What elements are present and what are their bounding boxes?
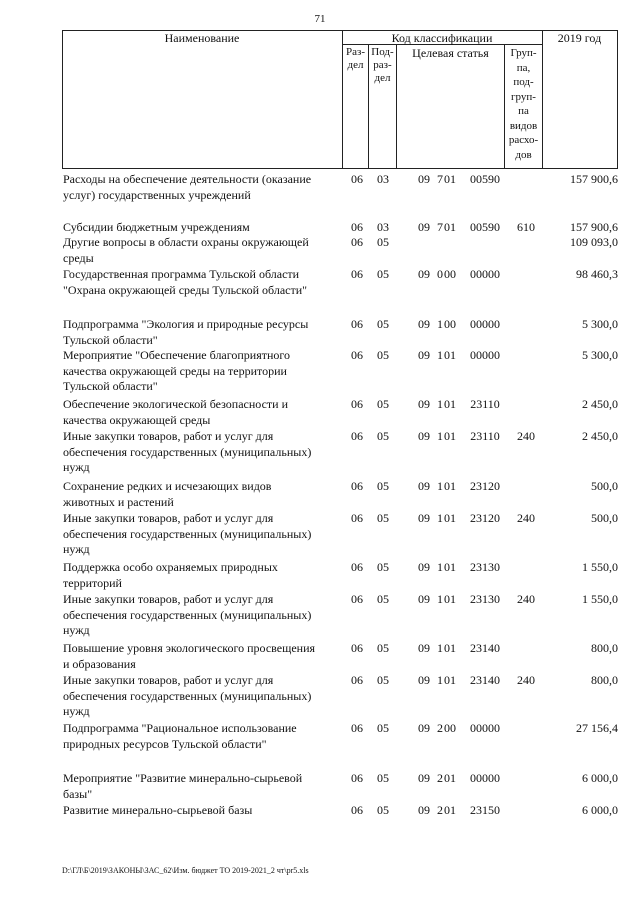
table-row [0, 641, 640, 671]
row-amount: 1 550,0 [582, 560, 618, 574]
row-subsection: 05 [377, 803, 389, 817]
row-activity: 01 [444, 220, 456, 234]
header-section: Раз- дел [345, 46, 365, 71]
row-direction: 00590 [470, 172, 500, 186]
row-name: Мероприятие "Обеспечение благоприятного качества окружающей среды на территории Тульской области" [63, 348, 291, 393]
table-row [0, 397, 640, 427]
row-amount: 2 450,0 [582, 397, 618, 411]
row-name: Обеспечение экологической безопасности и качества окружающей среды [63, 397, 289, 427]
row-direction: 00590 [470, 220, 500, 234]
row-amount: 6 000,0 [582, 803, 618, 817]
row-name: Иные закупки товаров, работ и услуг для обеспечения государственных (муниципальных) нужд [63, 592, 312, 637]
row-program: 09 [418, 511, 430, 525]
header-group: Груп- па, под- груп- па видов расхо- дов [508, 47, 539, 161]
row-amount: 109 093,0 [570, 235, 618, 249]
row-program: 09 [418, 673, 430, 687]
row-amount: 800,0 [591, 641, 618, 655]
row-direction: 23130 [470, 592, 500, 606]
row-amount: 2 450,0 [582, 429, 618, 443]
row-subprogram: 1 [437, 592, 443, 606]
row-section: 06 [351, 511, 363, 525]
row-subsection: 05 [377, 511, 389, 525]
row-direction: 23120 [470, 479, 500, 493]
row-name: Сохранение редких и исчезающих видов животных и растений [63, 479, 272, 509]
row-section: 06 [351, 641, 363, 655]
table-row [0, 235, 640, 265]
row-subprogram: 1 [437, 641, 443, 655]
table-row [0, 803, 640, 819]
row-activity: 00 [444, 267, 456, 281]
row-group: 610 [517, 220, 535, 234]
row-section: 06 [351, 397, 363, 411]
table-row [0, 317, 640, 347]
row-direction: 23140 [470, 673, 500, 687]
row-name: Расходы на обеспечение деятельности (оказание услуг) государственных учреждений [63, 172, 312, 202]
row-direction: 00000 [470, 317, 500, 331]
table-row [0, 771, 640, 801]
row-direction: 23150 [470, 803, 500, 817]
row-subsection: 05 [377, 641, 389, 655]
row-section: 06 [351, 267, 363, 281]
row-subsection: 05 [377, 560, 389, 574]
row-activity: 01 [444, 560, 456, 574]
row-name: Другие вопросы в области охраны окружающей среды [63, 235, 309, 265]
row-section: 06 [351, 348, 363, 362]
row-activity: 01 [444, 592, 456, 606]
row-program: 09 [418, 317, 430, 331]
row-subsection: 05 [377, 235, 389, 249]
row-subprogram: 1 [437, 348, 443, 362]
row-subsection: 05 [377, 397, 389, 411]
row-subprogram: 2 [437, 721, 443, 735]
row-name: Иные закупки товаров, работ и услуг для обеспечения государственных (муниципальных) нужд [63, 673, 312, 718]
row-subsection: 03 [377, 172, 389, 186]
table-row [0, 172, 640, 202]
table-row [0, 267, 640, 297]
row-amount: 98 460,3 [576, 267, 618, 281]
table-row [0, 348, 640, 393]
row-group: 240 [517, 511, 535, 525]
row-program: 09 [418, 348, 430, 362]
row-activity: 01 [444, 641, 456, 655]
row-name: Мероприятие "Развитие минерально-сырьевой базы" [63, 771, 303, 801]
row-activity: 01 [444, 673, 456, 687]
table-row [0, 673, 640, 718]
row-activity: 01 [444, 429, 456, 443]
header-classification-code: Код классификации [391, 31, 493, 45]
row-section: 06 [351, 172, 363, 186]
row-direction: 23140 [470, 641, 500, 655]
table-row [0, 560, 640, 590]
row-activity: 01 [444, 803, 456, 817]
row-amount: 5 300,0 [582, 348, 618, 362]
row-amount: 5 300,0 [582, 317, 618, 331]
row-subsection: 05 [377, 771, 389, 785]
row-group: 240 [517, 673, 535, 687]
row-subsection: 05 [377, 429, 389, 443]
row-activity: 01 [444, 771, 456, 785]
table-row [0, 429, 640, 474]
row-subsection: 05 [377, 267, 389, 281]
row-section: 06 [351, 803, 363, 817]
row-name: Подпрограмма "Экология и природные ресурсы Тульской области" [63, 317, 309, 347]
row-direction: 23110 [470, 429, 500, 443]
row-name: Повышение уровня экологического просвещения и образования [63, 641, 316, 671]
file-path-footer: D:\ГЛ\Б\2019\ЗАКОНЫ\ЗАС_62\Изм. бюджет ТО 2019-2021_2 чт\pr5.xls [62, 866, 309, 875]
row-program: 09 [418, 429, 430, 443]
table-row [0, 511, 640, 556]
row-program: 09 [418, 220, 430, 234]
row-subprogram: 7 [437, 220, 443, 234]
row-name: Субсидии бюджетным учреждениям [63, 220, 250, 234]
row-subprogram: 7 [437, 172, 443, 186]
row-activity: 01 [444, 397, 456, 411]
row-amount: 157 900,6 [570, 172, 618, 186]
row-subsection: 05 [377, 592, 389, 606]
row-program: 09 [418, 267, 430, 281]
row-amount: 800,0 [591, 673, 618, 687]
row-activity: 00 [444, 317, 456, 331]
row-subsection: 05 [377, 317, 389, 331]
row-direction: 23120 [470, 511, 500, 525]
row-section: 06 [351, 220, 363, 234]
row-section: 06 [351, 673, 363, 687]
row-subprogram: 0 [437, 267, 443, 281]
row-program: 09 [418, 771, 430, 785]
row-amount: 27 156,4 [576, 721, 618, 735]
table-row [0, 721, 640, 751]
header-name: Наименование [164, 31, 240, 45]
row-direction: 23130 [470, 560, 500, 574]
row-name: Поддержка особо охраняемых природных территорий [63, 560, 278, 590]
row-amount: 157 900,6 [570, 220, 618, 234]
row-amount: 500,0 [591, 511, 618, 525]
row-subprogram: 2 [437, 771, 443, 785]
row-program: 09 [418, 397, 430, 411]
row-group: 240 [517, 592, 535, 606]
row-amount: 500,0 [591, 479, 618, 493]
row-amount: 1 550,0 [582, 592, 618, 606]
row-direction: 00000 [470, 267, 500, 281]
row-activity: 01 [444, 172, 456, 186]
row-activity: 01 [444, 511, 456, 525]
row-program: 09 [418, 592, 430, 606]
row-subprogram: 2 [437, 803, 443, 817]
header-year: 2019 год [557, 31, 602, 45]
row-subsection: 05 [377, 348, 389, 362]
row-program: 09 [418, 560, 430, 574]
row-subprogram: 1 [437, 673, 443, 687]
row-name: Развитие минерально-сырьевой базы [63, 803, 253, 817]
table-row [0, 479, 640, 509]
row-direction: 00000 [470, 721, 500, 735]
row-activity: 01 [444, 348, 456, 362]
row-section: 06 [351, 235, 363, 249]
row-group: 240 [517, 429, 535, 443]
header-subsection: Под- раз- дел [371, 46, 394, 84]
row-subprogram: 1 [437, 429, 443, 443]
row-activity: 01 [444, 479, 456, 493]
row-name: Иные закупки товаров, работ и услуг для обеспечения государственных (муниципальных) нужд [63, 429, 312, 474]
row-direction: 00000 [470, 771, 500, 785]
row-subprogram: 1 [437, 397, 443, 411]
row-program: 09 [418, 172, 430, 186]
row-section: 06 [351, 479, 363, 493]
row-section: 06 [351, 771, 363, 785]
row-subsection: 05 [377, 673, 389, 687]
row-name: Государственная программа Тульской области "Охрана окружающей среды Тульской области" [63, 267, 308, 297]
row-name: Иные закупки товаров, работ и услуг для обеспечения государственных (муниципальных) нужд [63, 511, 312, 556]
row-program: 09 [418, 479, 430, 493]
row-subprogram: 1 [437, 511, 443, 525]
row-subprogram: 1 [437, 560, 443, 574]
row-section: 06 [351, 592, 363, 606]
row-section: 06 [351, 429, 363, 443]
row-direction: 00000 [470, 348, 500, 362]
page-number: 71 [314, 13, 326, 25]
row-subsection: 05 [377, 721, 389, 735]
row-program: 09 [418, 721, 430, 735]
row-section: 06 [351, 560, 363, 574]
row-subprogram: 1 [437, 317, 443, 331]
header-target-article: Целевая статья [412, 46, 489, 60]
row-amount: 6 000,0 [582, 771, 618, 785]
row-section: 06 [351, 721, 363, 735]
row-program: 09 [418, 641, 430, 655]
row-program: 09 [418, 803, 430, 817]
row-activity: 00 [444, 721, 456, 735]
row-subsection: 05 [377, 479, 389, 493]
table-row [0, 592, 640, 637]
row-name: Подпрограмма "Рациональное использование природных ресурсов Тульской области" [63, 721, 297, 751]
row-direction: 23110 [470, 397, 500, 411]
row-subsection: 03 [377, 220, 389, 234]
row-subprogram: 1 [437, 479, 443, 493]
table-row [0, 220, 640, 236]
row-section: 06 [351, 317, 363, 331]
